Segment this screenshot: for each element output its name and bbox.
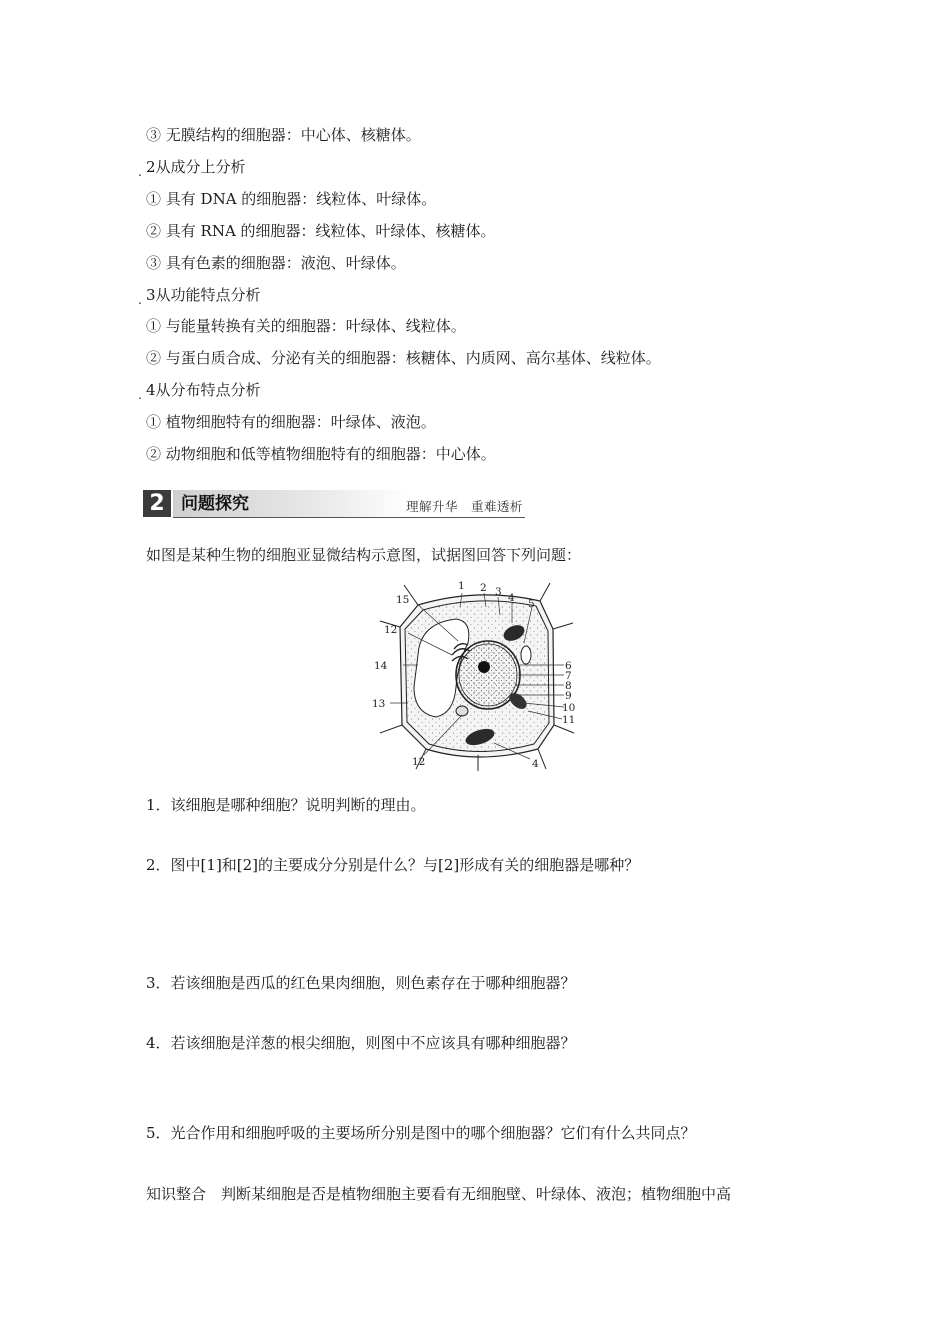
label-6: 6 [565, 660, 572, 672]
intro-text: 如图是某种生物的细胞亚显微结构示意图，试据图回答下列问题： [146, 546, 582, 564]
question-4: 4．若该细胞是洋葱的根尖细胞，则图中不应该具有哪种细胞器？ [146, 1034, 576, 1052]
label-12-bottom: 12 [412, 756, 426, 768]
text-line: ① 与能量转换有关的细胞器：叶绿体、线粒体。 [146, 317, 466, 335]
subheading-number: 4 [146, 381, 156, 399]
question-3: 3．若该细胞是西瓜的红色果肉细胞，则色素存在于哪种细胞器？ [146, 974, 576, 992]
section-number: 2 [143, 490, 171, 517]
subheading: . 4从分布特点分析 [138, 381, 261, 402]
label-12: 12 [384, 624, 398, 636]
text-line: ③ 无膜结构的细胞器：中心体、核糖体。 [146, 126, 421, 144]
text-line: ① 植物细胞特有的细胞器：叶绿体、液泡。 [146, 413, 436, 431]
label-4: 4 [508, 592, 515, 604]
label-15: 15 [396, 594, 410, 606]
subheading-text: 从功能特点分析 [155, 286, 261, 304]
text-line: ① 具有 DNA 的细胞器：线粒体、叶绿体。 [146, 190, 437, 208]
subheading-number: 3 [146, 286, 156, 304]
label-7: 7 [565, 670, 572, 682]
subheading-text: 从成分上分析 [155, 158, 246, 176]
label-5: 5 [528, 598, 535, 610]
section-subtitle: 理解升华 重难透析 [405, 499, 523, 514]
subheading-text: 从分布特点分析 [155, 381, 261, 399]
text-line: ② 与蛋白质合成、分泌有关的细胞器：核糖体、内质网、高尔基体、线粒体。 [146, 349, 661, 367]
label-1: 1 [458, 580, 465, 592]
label-9: 9 [565, 690, 572, 702]
text-line: ② 动物细胞和低等植物细胞特有的细胞器：中心体。 [146, 445, 496, 463]
subheading: . 2从成分上分析 [138, 158, 246, 179]
question-1: 1．该细胞是哪种细胞？说明判断的理由。 [146, 796, 426, 814]
text-line: ③ 具有色素的细胞器：液泡、叶绿体。 [146, 254, 406, 272]
section-header [143, 490, 525, 520]
label-14: 14 [374, 660, 388, 672]
section-title: 问题探究 [181, 494, 249, 514]
mitochondrion [456, 706, 468, 716]
question-2: 2．图中[1]和[2]的主要成分分别是什么？与[2]形成有关的细胞器是哪种？ [146, 856, 640, 874]
label-10: 10 [562, 702, 576, 714]
label-11: 11 [562, 714, 576, 726]
section-rule [173, 517, 525, 518]
label-2: 2 [480, 582, 487, 594]
mitochondrion [521, 646, 531, 664]
label-13: 13 [372, 698, 386, 710]
subheading: . 3从功能特点分析 [138, 286, 261, 307]
question-5: 5．光合作用和细胞呼吸的主要场所分别是图中的哪个细胞器？它们有什么共同点？ [146, 1124, 696, 1142]
label-8: 8 [565, 680, 572, 692]
label-4-bottom: 4 [532, 758, 539, 770]
text-line: ② 具有 RNA 的细胞器：线粒体、叶绿体、核糖体。 [146, 222, 496, 240]
subheading-number: 2 [146, 158, 156, 176]
label-3: 3 [495, 586, 502, 598]
summary-text: 知识整合 判断某细胞是否是植物细胞主要看有无细胞壁、叶绿体、液泡；植物细胞中高 [146, 1185, 732, 1203]
cell-diagram [368, 577, 583, 772]
